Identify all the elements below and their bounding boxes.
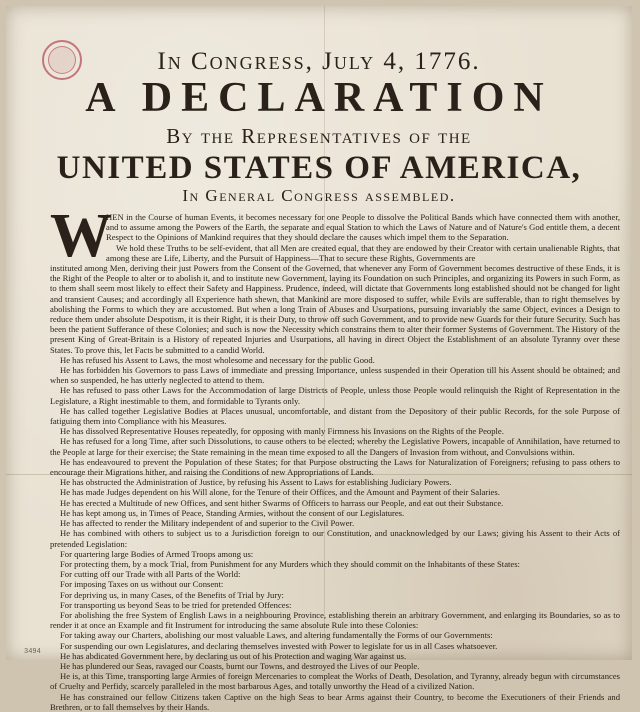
heading-general-congress: In General Congress assembled.: [182, 186, 456, 205]
body-paragraph: He has made Judges dependent on his Will alone, for the Tenure of their Offices, and the Amount and Payment of their Salaries.: [60, 487, 500, 498]
body-paragraph: For taking away our Charters, abolishing our most valuable Laws, and altering fundamentally the Forms of our Governments:: [60, 630, 493, 641]
body-paragraph: For quartering large Bodies of Armed Troops among us:: [60, 548, 254, 559]
body-paragraph: For suspending our own Legislatures, and declaring themselves invested with Power to legislate for us in all Cases whatsoever.: [60, 640, 498, 651]
body-paragraph: He has combined with others to subject us to a Jurisdiction foreign to our Constitution, and unacknowledged by our Laws; giving his Assent to their Acts of pretended Legislation:: [50, 528, 620, 549]
body-paragraph: He has forbidden his Governors to pass Laws of immediate and pressing Importance, unless suspended in their Operation till his Assent should be obtained; and when so suspended, he has utterly neglected to attend to them.: [50, 365, 620, 386]
body-paragraph: For depriving us, in many Cases, of the Benefits of Trial by Jury:: [60, 589, 284, 600]
body-paragraph: instituted among Men, deriving their just Powers from the Consent of the Governed, that whenever any Form of Government becomes destructive of these Ends, it is the Right of the People to alter or to abolish it, and to institute new Government, laying its Foundation on such Principles, and organizing its Powers in such Form, as to them shall seem most likely to effect their Safety and Happiness. Prudence, indeed, will dictate that Governments long established should not be changed for light and transient Causes; and accordingly all Experience hath shewn, that Mankind are more disposed to suffer, while Evils are sufferable, than to right themselves by abolishing the Forms to which they are accustomed. But when a long Train of Abuses and Usurpations, pursuing invariably the same Object, evinces a Design to reduce them under absolute Despotism, it is their Right, it is their Duty, to throw off such Government, and to provide new Guards for their future Security. Such has been the patient Sufferance of these Colonies; and such is now the Necessity which constrains them to alter their former Systems of Government. The History of the present King of Great-Britain is a History of repeated Injuries and Usurpations, all having in direct Object the Establishment of an absolute Tyranny over these States. To prove this, let Facts be submitted to a candid World.: [50, 263, 620, 355]
body-paragraph: We hold these Truths to be self-evident, that all Men are created equal, that they are endowed by their Creator with certain unalienable Rights, that among these are Life, Liberty, and the Pursuit of Happiness—That to secure these Rights, Governments are: [106, 242, 620, 263]
body-paragraph: He has kept among us, in Times of Peace, Standing Armies, without the consent of our Legislatures.: [60, 507, 405, 518]
heading-by-representatives: By the Representatives of the: [166, 124, 472, 148]
body-paragraph: For cutting off our Trade with all Parts of the World:: [60, 569, 241, 580]
drop-cap: W: [50, 202, 112, 270]
archive-mark: 3494: [24, 648, 41, 656]
body-paragraph: He has abdicated Government here, by declaring us out of his Protection and waging War against us.: [60, 650, 407, 661]
body-paragraph: For transporting us beyond Seas to be tried for pretended Offences:: [60, 599, 292, 610]
heading-congress-date: In Congress, July 4, 1776.: [157, 48, 481, 75]
body-paragraph: He is, at this Time, transporting large Armies of foreign Mercenaries to compleat the Works of Death, Desolation, and Tyranny, already begun with circumstances of Cruelty and Perfidy, scarcely paralleled in the most barbarous Ages, and totally unworthy the Head of a civilized Nation.: [50, 671, 620, 692]
body-paragraph: He has plundered our Seas, ravaged our Coasts, burnt our Towns, and destroyed the Lives of our People.: [60, 660, 420, 671]
body-paragraph: For protecting them, by a mock Trial, from Punishment for any Murders which they should commit on the Inhabitants of these States:: [60, 558, 520, 569]
body-paragraph: For abolishing the free System of English Laws in a neighbouring Province, establishing therein an arbitrary Government, and enlarging its Boundaries, so as to render it at once an Example and fit Instrument for introducing the same absolute Rule into these Colonies:: [50, 609, 620, 631]
declaration-body: [50, 212, 620, 712]
grievance-list: [50, 263, 620, 712]
body-paragraph: He has refused his Assent to Laws, the most wholesome and necessary for the public Good.: [60, 354, 375, 365]
body-paragraph: HEN in the Course of human Events, it becomes necessary for one People to dissolve the Political Bands which have connected them with another, and to assume among the Powers of the Earth, the separate and equal Station to which the Laws of Nature and of Nature's God entitle them, a decent Respect to the Opinions of Mankind requires that they should declare the causes which impel them to the Separation.: [106, 212, 620, 243]
body-paragraph: For imposing Taxes on us without our Consent:: [60, 579, 224, 590]
heading-declaration: A DECLARATION: [85, 75, 553, 121]
heading-united-states: UNITED STATES OF AMERICA,: [56, 150, 582, 186]
body-paragraph: He has obstructed the Administration of Justice, by refusing his Assent to Laws for establishing Judiciary Powers.: [60, 477, 452, 488]
body-paragraph: He has constrained our fellow Citizens taken Captive on the high Seas to bear Arms against their Country, to become the Executioners of their Friends and Brethren, or to fall themselves by their Hands.: [50, 691, 620, 712]
body-paragraph: He has refused for a long Time, after such Dissolutions, to cause others to be elected; whereby the Legislative Powers, incapable of Annihilation, have returned to the People at large for their exercise; the State remaining in the mean time exposed to all the Dangers of Invasion from without, and Convulsions within.: [50, 436, 620, 457]
body-paragraph: He has erected a Multitude of new Offices, and sent hither Swarms of Officers to harrass our People, and eat out their Substance.: [60, 497, 504, 508]
document-sheet: [6, 6, 632, 712]
body-paragraph: He has endeavoured to prevent the Population of these States; for that Purpose obstructing the Laws for Naturalization of Foreigners; refusing to pass others to encourage their Migrations hither, and raising the Conditions of new Appropriations of Lands.: [50, 456, 620, 478]
body-paragraph: He has refused to pass other Laws for the Accommodation of large Districts of People, unless those People would relinquish the Right of Representation in the Legislature, a Right inestimable to them, and formidable to Tyrants only.: [50, 385, 620, 406]
body-paragraph: He has dissolved Representative Houses repeatedly, for opposing with manly Firmness his Invasions on the Rights of the People.: [60, 426, 504, 437]
body-paragraph: He has called together Legislative Bodies at Places unusual, uncomfortable, and distant from the Depository of their public Records, for the sole Purpose of fatiguing them into Compliance with his Measures.: [50, 405, 620, 427]
body-paragraph: He has affected to render the Military independent of and superior to the Civil Power.: [60, 518, 355, 529]
